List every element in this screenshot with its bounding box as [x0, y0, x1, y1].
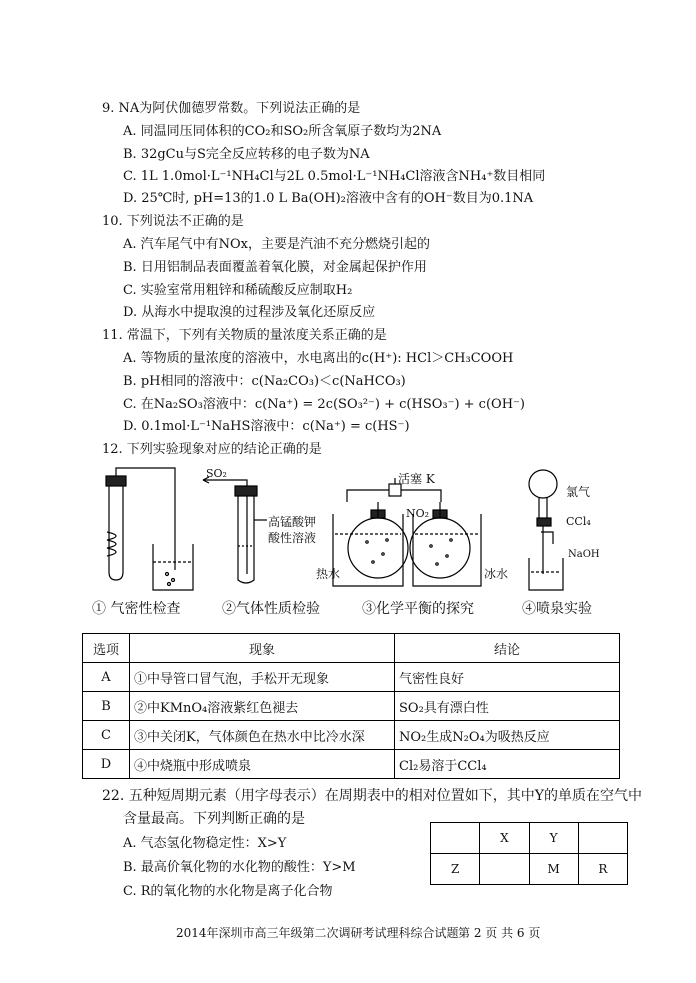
row-b-phenomenon: ②中KMnO₄溶液紫红色褪去 [130, 692, 395, 721]
table-row [83, 663, 620, 692]
q12-stem: 12. 下列实验现象对应的结论正确的是 [102, 442, 322, 457]
row-c-option: C [83, 721, 130, 750]
grid-cell-y: Y [529, 823, 578, 854]
q9-option-c: C. 1L 1.0mol·L⁻¹NH₄Cl与2L 0.5mol·L⁻¹NH₄Cl溶液含NH₄⁺数目相同 [123, 169, 546, 184]
q9-option-b: B. 32gCu与S完全反应转移的电子数为NA [123, 147, 370, 162]
caption-1: ① 气密性检查 [92, 601, 181, 617]
label-chlorine: 氯气 [566, 485, 591, 499]
q12-results-table [82, 633, 620, 779]
row-d-phenomenon: ④中烧瓶中形成喷泉 [130, 750, 395, 779]
caption-3: ③化学平衡的探究 [362, 601, 474, 617]
label-naoh: NaOH [568, 549, 600, 560]
grid-cell-m: M [529, 854, 578, 885]
q11-stem: 11. 常温下，下列有关物质的量浓度关系正确的是 [102, 328, 387, 343]
q11-option-c: C. 在Na₂SO₃溶液中：c(Na⁺) = 2c(SO₃²⁻) + c(HSO₃⁻) + c(OH⁻) [123, 397, 525, 412]
footer-page-number: 第 2 页 共 6 页 [458, 926, 541, 940]
table-header-row [83, 634, 620, 663]
q10-option-b: B. 日用铝制品表面覆盖着氧化膜，对金属起保护作用 [123, 260, 427, 275]
q10-option-a: A. 汽车尾气中有NOx，主要是汽油不充分燃烧引起的 [123, 237, 431, 252]
q11-option-d: D. 0.1mol·L⁻¹NaHS溶液中：c(Na⁺) = c(HS⁻) [123, 419, 410, 434]
grid-row-1 [431, 823, 628, 854]
row-a-conclusion: 气密性良好 [395, 663, 620, 692]
row-c-conclusion: NO₂生成N₂O₄为吸热反应 [395, 721, 620, 750]
header-phenomenon: 现象 [130, 634, 395, 663]
periodic-table-grid [430, 822, 628, 885]
q11-option-b: B. pH相同的溶液中：c(Na₂CO₃)＜c(NaHCO₃) [123, 374, 406, 389]
apparatus-2-test-tube [203, 477, 267, 583]
grid-cell-r: R [578, 854, 627, 885]
apparatus-3-flasks [333, 478, 481, 586]
q12-apparatus-figure [95, 462, 615, 594]
row-b-option: B [83, 692, 130, 721]
row-c-phenomenon: ③中关闭K，气体颜色在热水中比冷水深 [130, 721, 395, 750]
label-ccl4: CCl₄ [566, 515, 591, 528]
label-no2: NO₂ [406, 507, 430, 520]
row-a-option: A [83, 663, 130, 692]
q22-option-a: A. 气态氢化物稳定性：X>Y [123, 836, 287, 851]
header-option: 选项 [83, 634, 130, 663]
grid-cell-x: X [480, 823, 529, 854]
q10-option-d: D. 从海水中提取溴的过程涉及氧化还原反应 [123, 305, 376, 320]
q22-stem-line2: 含量最高。下列判断正确的是 [123, 811, 305, 827]
q9-option-d: D. 25℃时, pH=13的1.0 L Ba(OH)₂溶液中含有的OH⁻数目为0.1NA [123, 191, 534, 206]
q10-stem: 10. 下列说法不正确的是 [102, 214, 244, 229]
table-row [83, 750, 620, 779]
q10-option-c: C. 实验室常用粗锌和稀硫酸反应制取H₂ [123, 283, 353, 298]
header-conclusion: 结论 [395, 634, 620, 663]
label-kmno4-line2: 酸性溶液 [268, 531, 317, 545]
label-kmno4-line1: 高锰酸钾 [268, 515, 317, 529]
grid-cell-z: Z [431, 854, 480, 885]
label-hot-water: 热水 [316, 567, 341, 581]
caption-4: ④喷泉实验 [522, 601, 592, 617]
q22-stem-line1: 22. 五种短周期元素（用字母表示）在周期表中的相对位置如下，其中Y的单质在空气中 [102, 788, 642, 804]
apparatus-1-test-tube [106, 468, 193, 590]
q22-option-b: B. 最高价氧化物的水化物的酸性：Y>M [123, 860, 356, 875]
caption-2: ②气体性质检验 [222, 601, 320, 617]
q22-option-c: C. R的氧化物的水化物是离子化合物 [123, 884, 333, 899]
row-a-phenomenon: ①中导管口冒气泡，手松开无现象 [130, 663, 395, 692]
label-ice-water: 冰水 [484, 567, 509, 581]
grid-row-2 [431, 854, 628, 885]
grid-cell [480, 854, 529, 885]
label-so2: SO₂ [206, 467, 227, 480]
grid-cell [578, 823, 627, 854]
label-valve-k: 活塞 K [398, 472, 435, 486]
table-row [83, 692, 620, 721]
footer-title: 2014年深圳市高三年级第二次调研考试理科综合试题 [176, 926, 459, 940]
row-b-conclusion: SO₂具有漂白性 [395, 692, 620, 721]
q9-stem: 9. NA为阿伏伽德罗常数。下列说法正确的是 [102, 101, 361, 116]
apparatus-4-fountain [529, 470, 563, 590]
row-d-option: D [83, 750, 130, 779]
q9-option-a: A. 同温同压同体积的CO₂和SO₂所含氧原子数均为2NA [123, 124, 442, 139]
grid-cell [431, 823, 480, 854]
q11-option-a: A. 等物质的量浓度的溶液中，水电离出的c(H⁺): HCl＞CH₃COOH [123, 351, 514, 366]
table-row [83, 721, 620, 750]
row-d-conclusion: Cl₂易溶于CCl₄ [395, 750, 620, 779]
